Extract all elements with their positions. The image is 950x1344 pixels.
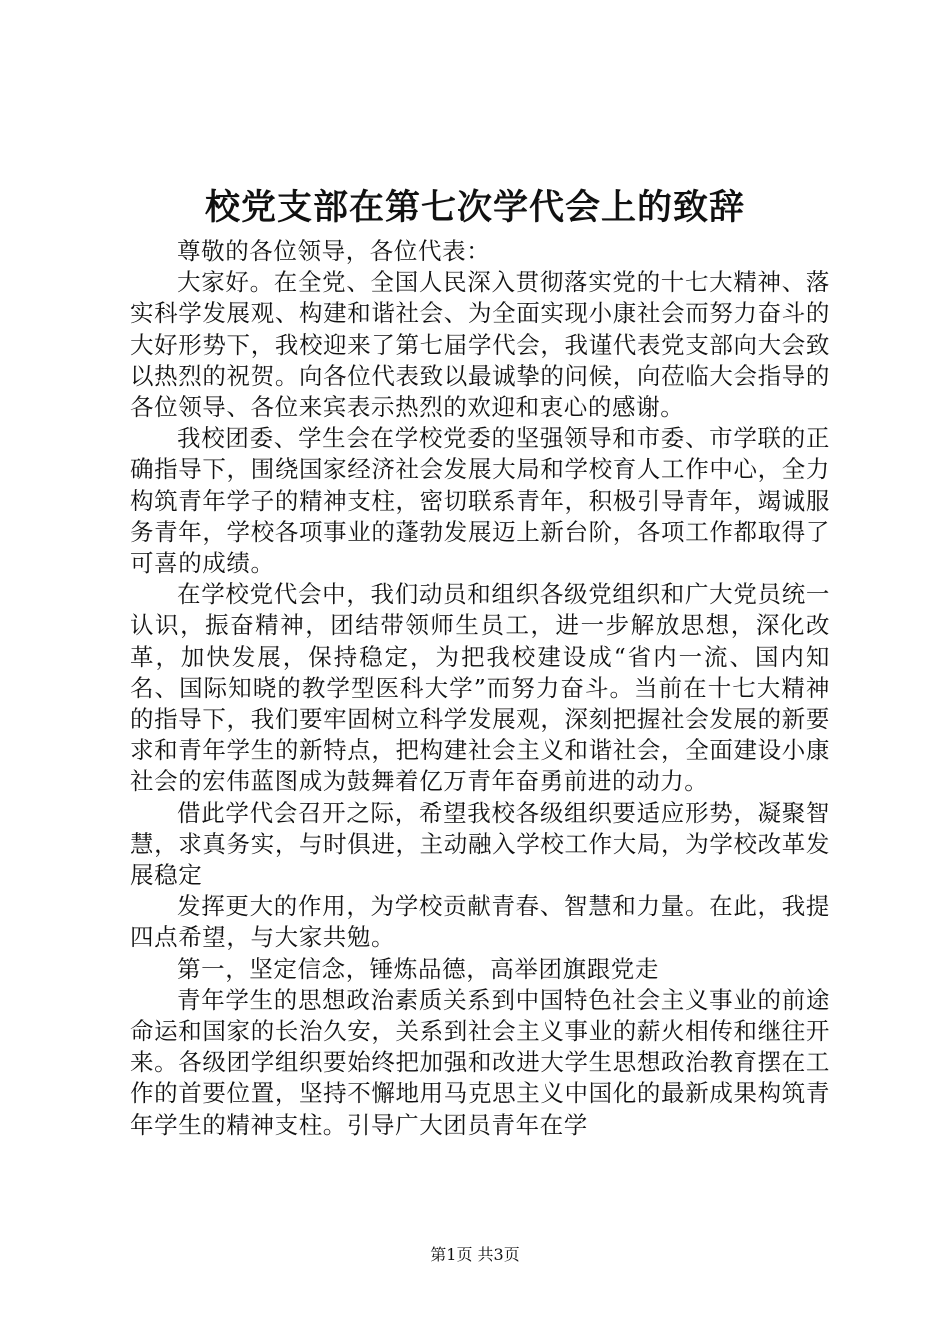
paragraph-achievements: 我校团委、学生会在学校党委的坚强领导和市委、市学联的正确指导下，围绕国家经济社会发展大局和学校育人工作中心，全力构筑青年学子的精神支柱，密切联系青年，积极引导青年，竭诚服务青年，学校各项事业的蓬勃发展迈上新台阶，各项工作都取得了可喜的成绩。 (130, 424, 830, 578)
paragraph-expectation: 借此学代会召开之际，希望我校各级组织要适应形势，凝聚智慧，求真务实，与时俱进，主动融入学校工作大局，为学校改革发展稳定 (130, 798, 830, 890)
paragraph-greeting: 大家好。在全党、全国人民深入贯彻落实党的十七大精神、落实科学发展观、构建和谐社会、为全面实现小康社会而努力奋斗的大好形势下，我校迎来了第七届学代会，我谨代表党支部向大会致以热烈的祝贺。向各位代表致以最诚挚的问候，向莅临大会指导的各位领导、各位来宾表示热烈的欢迎和衷心的感谢。 (130, 268, 830, 422)
document-title: 校党支部在第七次学代会上的致辞 (204, 187, 745, 228)
document-body (130, 236, 830, 1141)
paragraph-first-point-body: 青年学生的思想政治素质关系到中国特色社会主义事业的前途命运和国家的长治久安，关系到社会主义事业的薪火相传和继往开来。各级团学组织要始终把加强和改进大学生思想政治教育摆在工作的首要位置，坚持不懈地用马克思主义中国化的最新成果构筑青年学生的精神支柱。引导广大团员青年在学 (130, 985, 830, 1139)
paragraph-party-congress: 在学校党代会中，我们动员和组织各级党组织和广大党员统一认识，振奋精神，团结带领师生员工，进一步解放思想，深化改革，加快发展，保持稳定，为把我校建设成“省内一流、国内知名、国际知晓的教学型医科大学”而努力奋斗。当前在十七大精神的指导下，我们要牢固树立科学发展观，深刻把握社会发展的新要求和青年学生的新特点，把构建社会主义和谐社会，全面建设小康社会的宏伟蓝图成为鼓舞着亿万青年奋勇前进的动力。 (130, 580, 830, 796)
paragraph-four-hopes: 发挥更大的作用，为学校贡献青春、智慧和力量。在此，我提四点希望，与大家共勉。 (130, 892, 830, 952)
page-footer: 第1页 共3页 (430, 1245, 520, 1264)
paragraph-first-point-heading: 第一，坚定信念，锤炼品德，高举团旗跟党走 (177, 954, 659, 983)
paragraph-salutation: 尊敬的各位领导，各位代表： (177, 237, 491, 265)
